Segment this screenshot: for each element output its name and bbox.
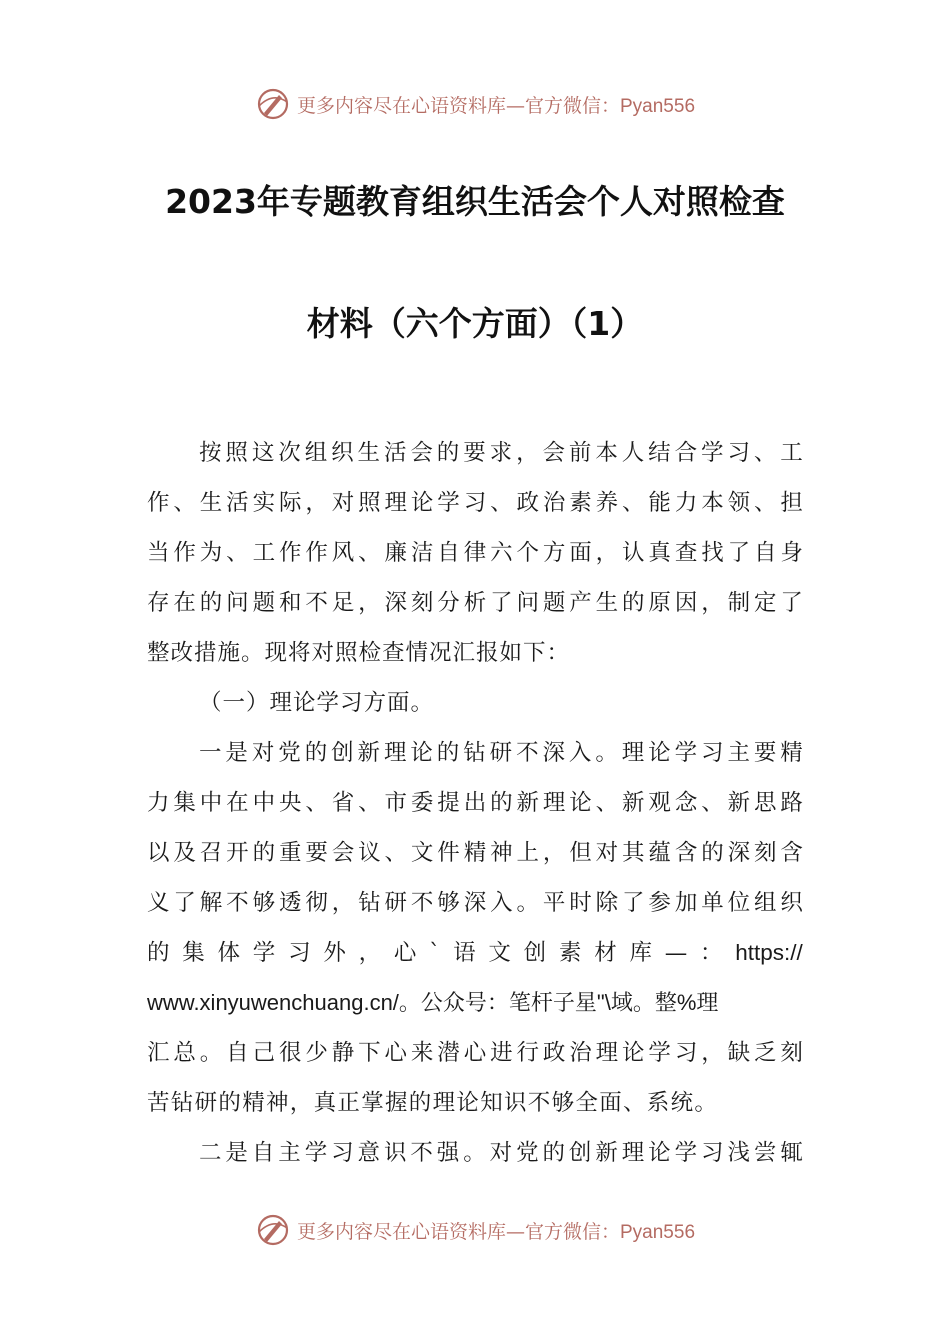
- pen-circle-logo-icon: [255, 86, 291, 122]
- document-title-line-2: 材料（六个方面）（1）: [306, 304, 644, 343]
- paragraph-1-line-3: 当 作 为 、 工 作 作 风 、 廉 洁 自 律 六 个 方 面 ， 认 真 查 找 了 自 身: [147, 540, 803, 566]
- watermark-text: 更多内容尽在心语资料库—官方微信：Pyan556: [296, 94, 696, 117]
- paragraph-3-line-1: 二 是 自 主 学 习 意 识 不 强 。 对 党 的 创 新 理 论 学 习 浅 尝 辄: [199, 1140, 803, 1166]
- paragraph-2-line-6: www.xinyuwenchuang.cn/。公众号：笔杆子星"\域。整%理: [147, 990, 719, 1015]
- watermark-text: 更多内容尽在心语资料库—官方微信：Pyan556: [296, 1220, 696, 1243]
- paragraph-2-line-7: 汇 总 。 自 己 很 少 静 下 心 来 潜 心 进 行 政 治 理 论 学 习 ， 缺 乏 刻: [147, 1040, 803, 1066]
- paragraph-2-line-2: 力 集 中 在 中 央 、 省 、 市 委 提 出 的 新 理 论 、 新 观 念 、 新 思 路: [147, 790, 803, 816]
- pen-circle-logo-icon: [255, 1212, 291, 1248]
- section-heading-theory-study: （一）理论学习方面。: [199, 690, 435, 716]
- paragraph-2-line-5: 的 集 体 学 习 外 ， 心 ` 语 文 创 素 材 库 — ： https://: [147, 940, 803, 966]
- paragraph-1-line-5: 整改措施。现将对照检查情况汇报如下：: [147, 640, 571, 666]
- paragraph-1-line-2: 作 、 生 活 实 际 ， 对 照 理 论 学 习 、 政 治 素 养 、 能 力 本 领 、 担: [147, 490, 803, 516]
- paragraph-1-line-4: 存 在 的 问 题 和 不 足 ， 深 刻 分 析 了 问 题 产 生 的 原 因 ， 制 定 了: [147, 590, 803, 616]
- paragraph-1-line-1: 按 照 这 次 组 织 生 活 会 的 要 求 ， 会 前 本 人 结 合 学 习 、 工: [199, 440, 803, 466]
- paragraph-2-line-4: 义 了 解 不 够 透 彻 ， 钻 研 不 够 深 入 。 平 时 除 了 参 加 单 位 组 织: [147, 890, 803, 916]
- watermark-banner-top: [0, 84, 950, 124]
- paragraph-2-line-8: 苦钻研的精神，真正掌握的理论知识不够全面、系统。: [147, 1090, 719, 1116]
- paragraph-2-line-3: 以 及 召 开 的 重 要 会 议 、 文 件 精 神 上 ， 但 对 其 蕴 含 的 深 刻 含: [147, 840, 803, 866]
- document-title-line-1: 2023年专题教育组织生活会个人对照检查: [165, 182, 785, 221]
- watermark-banner-bottom: [0, 1210, 950, 1250]
- paragraph-2-line-1: 一 是 对 党 的 创 新 理 论 的 钻 研 不 深 入 。 理 论 学 习 主 要 精: [199, 740, 803, 766]
